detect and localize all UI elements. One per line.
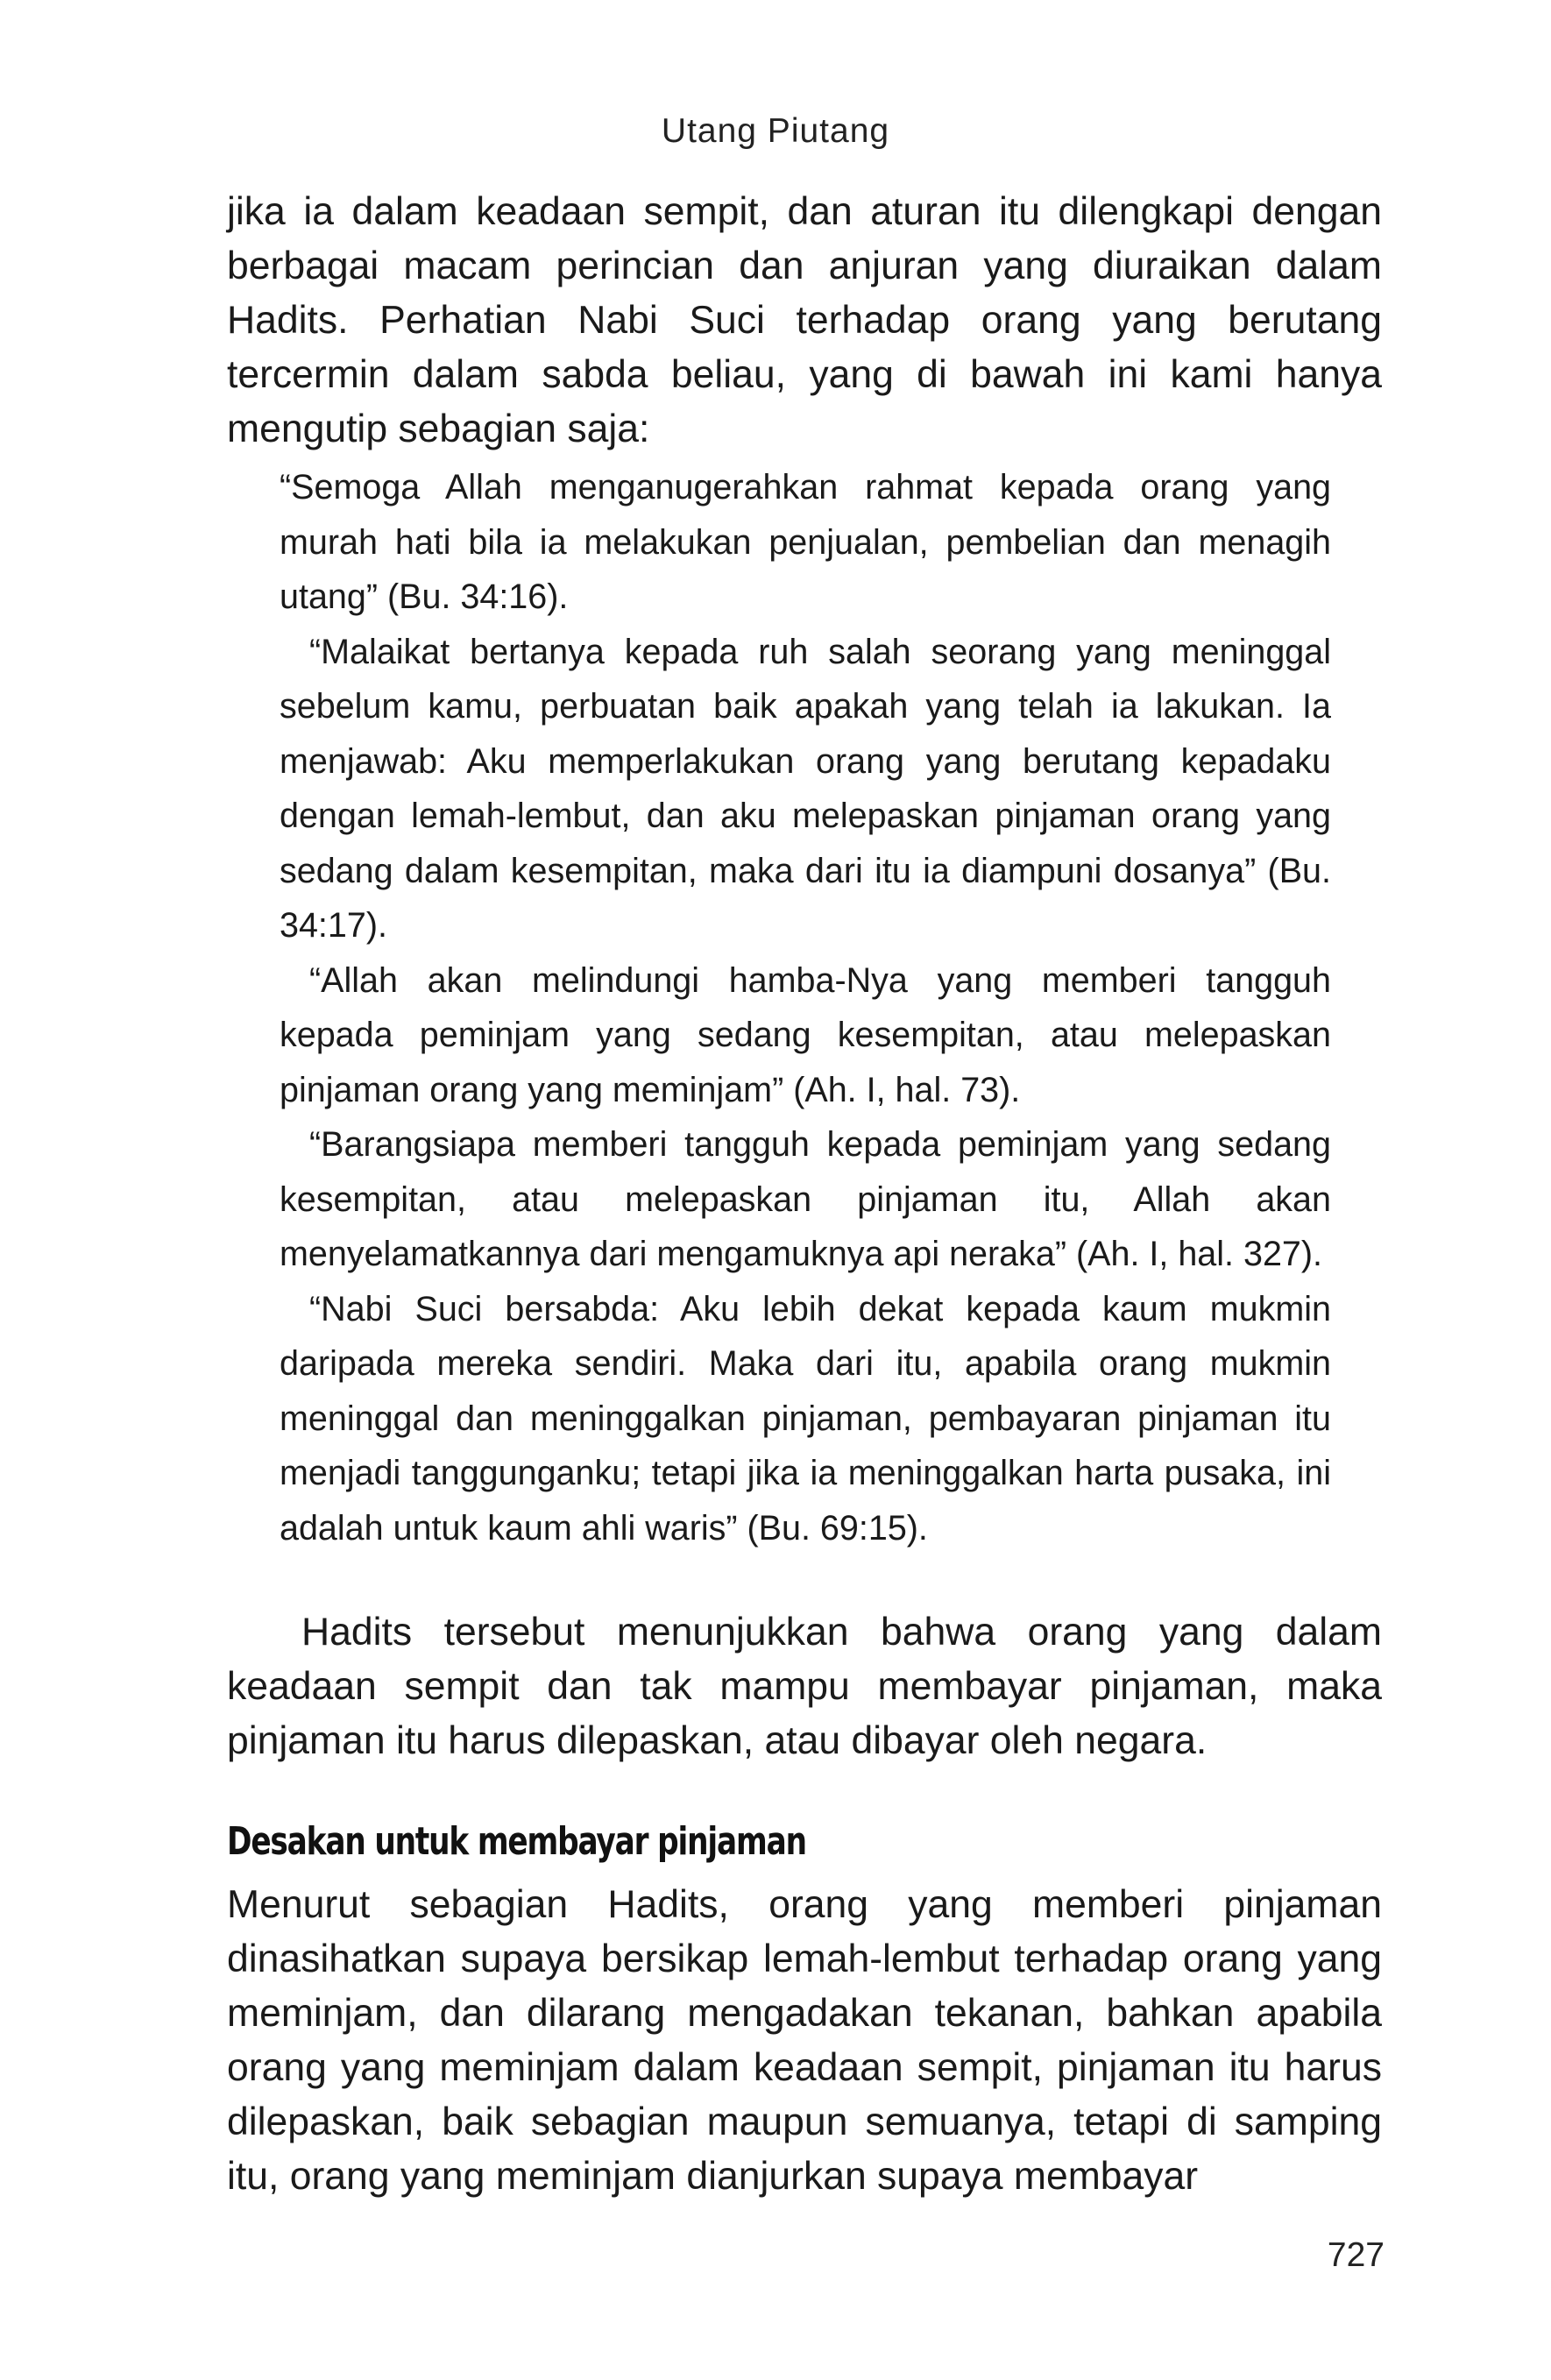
- hadith-quotes-block: [280, 460, 1331, 1555]
- body-paragraph-2: [227, 1605, 1382, 1768]
- running-header: Utang Piutang: [661, 112, 890, 150]
- body-paragraph-3: [227, 1878, 1382, 2204]
- hadith-quote: “Barangsiapa memberi tangguh kepada peminjam yang sedang kesempitan, atau melepaskan pinjaman itu, Allah akan menyelamatkannya dari mengamuknya api neraka” (Ah. I, hal. 327).: [280, 1125, 1331, 1273]
- hadith-quote: “Malaikat bertanya kepada ruh salah seorang yang meninggal sebelum kamu, perbuatan baik apakah yang telah ia lakukan. Ia menjawab: Aku memperlakukan orang yang berutang kepadaku dengan lemah-lembut, dan aku melepaskan pinjaman orang yang sedang dalam kesempitan, maka dari itu ia diampuni dosanya” (Bu. 34:17).: [280, 632, 1331, 945]
- hadith-quote: “Allah akan melindungi hamba-Nya yang memberi tangguh kepada peminjam yang sedang kesempitan, atau melepaskan pinjaman orang yang meminjam” (Ah. I, hal. 73).: [280, 960, 1331, 1109]
- section-heading: Desakan untuk membayar pinjaman: [227, 1819, 806, 1864]
- hadith-quote: “Nabi Suci bersabda: Aku lebih dekat kepada kaum mukmin daripada mereka sendiri. Maka dari itu, apabila orang mukmin meninggal dan meninggalkan pinjaman, pembayaran pinjaman itu menjadi tanggunganku; tetapi jika ia meninggalkan harta pusaka, ini adalah untuk kaum ahli waris” (Bu. 69:15).: [280, 1289, 1331, 1548]
- paragraph-text: Menurut sebagian Hadits, orang yang memberi pinjaman dinasihatkan supaya bersikap lemah-lembut terhadap orang yang meminjam, dan dilarang mengadakan tekanan, bahkan apabila orang yang meminjam dalam keadaan sempit, pinjaman itu harus dilepaskan, baik sebagian maupun semuanya, tetapi di samping itu, orang yang meminjam dianjurkan supaya membayar: [227, 1883, 1382, 2198]
- hadith-quote: “Semoga Allah menganugerahkan rahmat kepada orang yang murah hati bila ia melakukan penjualan, pembelian dan menagih utang” (Bu. 34:16).: [280, 468, 1331, 616]
- page-number: 727: [1327, 2236, 1385, 2274]
- paragraph-text: Hadits tersebut menunjukkan bahwa orang yang dalam keadaan sempit dan tak mampu membayar pinjaman, maka pinjaman itu harus dilepaskan, atau dibayar oleh negara.: [227, 1611, 1382, 1762]
- body-paragraph-1: [227, 185, 1382, 457]
- paragraph-text: jika ia dalam keadaan sempit, dan aturan itu dilengkapi dengan berbagai macam perincian dan anjuran yang diuraikan dalam Hadits. Perhatian Nabi Suci terhadap orang yang berutang tercermin dalam sabda beliau, yang di bawah ini kami hanya mengutip sebagian saja:: [227, 190, 1382, 450]
